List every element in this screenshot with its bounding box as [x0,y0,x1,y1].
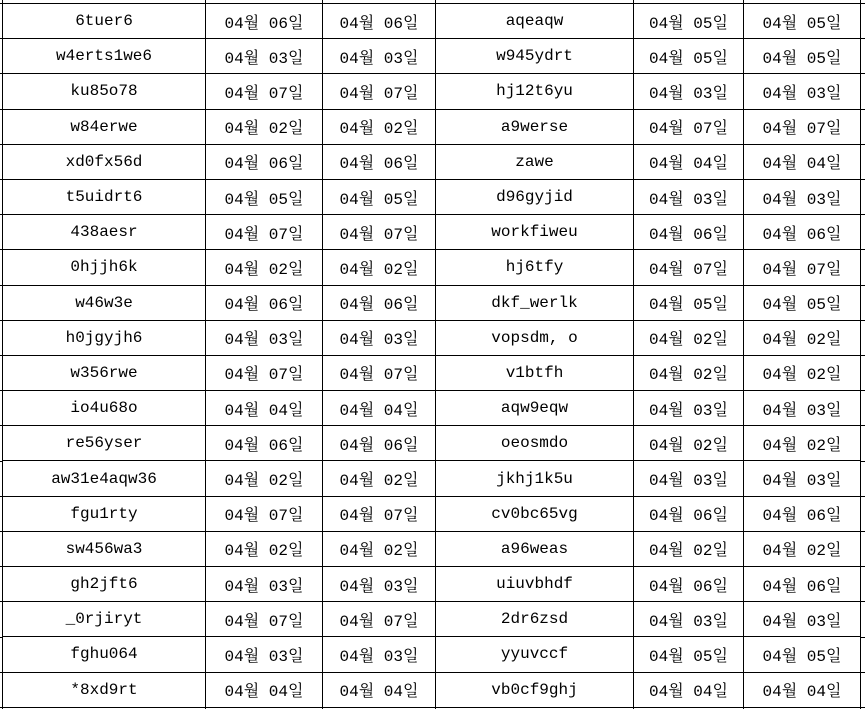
cell-date-b2[interactable]: 04월 03일 [744,602,861,637]
cell-name-b[interactable]: d96gyjid [436,179,634,214]
cell-date-b2[interactable]: 04월 06일 [744,496,861,531]
cell-date-b1[interactable]: 04월 02일 [634,531,744,566]
cell-name-b[interactable]: uiuvbhdf [436,567,634,602]
cell-date-a1[interactable]: 04월 03일 [206,637,323,672]
grid-line-stub [860,390,865,391]
data-table [2,3,861,708]
cell-date-b2[interactable]: 04월 03일 [744,74,861,109]
grid-line-stub [860,566,865,567]
table-row [3,320,861,355]
grid-line-stub [0,566,2,567]
cell-name-a[interactable]: re56yser [3,426,206,461]
table-row [3,179,861,214]
cell-date-b1[interactable]: 04월 03일 [634,461,744,496]
cell-name-b[interactable]: hj6tfy [436,250,634,285]
cell-name-a[interactable]: gh2jft6 [3,567,206,602]
cell-name-b[interactable]: vb0cf9ghj [436,672,634,707]
cell-date-a2[interactable]: 04월 03일 [323,567,436,602]
cell-name-b[interactable]: yyuvccf [436,637,634,672]
cell-date-a1[interactable]: 04월 03일 [206,320,323,355]
cell-name-a[interactable]: w4erts1we6 [3,39,206,74]
cell-date-b2[interactable]: 04월 06일 [744,567,861,602]
cell-date-b1[interactable]: 04월 05일 [634,637,744,672]
cell-date-a1[interactable]: 04월 02일 [206,250,323,285]
cell-name-b[interactable]: oeosmdo [436,426,634,461]
cell-date-b1[interactable]: 04월 05일 [634,285,744,320]
cell-date-a2[interactable]: 04월 03일 [323,637,436,672]
cell-date-a1[interactable]: 04월 07일 [206,355,323,390]
grid-line-stub [633,0,634,3]
cell-date-b2[interactable]: 04월 05일 [744,285,861,320]
cell-date-a2[interactable]: 04월 05일 [323,179,436,214]
cell-name-a[interactable]: aw31e4aqw36 [3,461,206,496]
cell-date-a2[interactable]: 04월 07일 [323,355,436,390]
grid-line-stub [860,496,865,497]
grid-line-stub [435,0,436,3]
cell-name-b[interactable]: hj12t6yu [436,74,634,109]
cell-date-b2[interactable]: 04월 02일 [744,426,861,461]
grid-line-stub [0,109,2,110]
cell-name-a[interactable]: io4u68o [3,391,206,426]
cell-date-b2[interactable]: 04월 03일 [744,391,861,426]
cell-date-b2[interactable]: 04월 03일 [744,461,861,496]
table-body [3,4,861,708]
cell-date-b2[interactable]: 04월 04일 [744,144,861,179]
cell-date-a2[interactable]: 04월 02일 [323,109,436,144]
cell-date-b1[interactable]: 04월 05일 [634,39,744,74]
cell-date-a2[interactable]: 04월 03일 [323,39,436,74]
cell-date-b2[interactable]: 04월 02일 [744,531,861,566]
cell-date-b1[interactable]: 04월 05일 [634,4,744,39]
spreadsheet-grid [2,3,861,708]
cell-name-a[interactable]: w356rwe [3,355,206,390]
cell-date-b1[interactable]: 04월 03일 [634,602,744,637]
grid-line-stub [860,320,865,321]
cell-date-a1[interactable]: 04월 07일 [206,496,323,531]
cell-date-b1[interactable]: 04월 03일 [634,179,744,214]
cell-date-b2[interactable]: 04월 06일 [744,215,861,250]
cell-date-a1[interactable]: 04월 06일 [206,4,323,39]
grid-line-stub [0,179,2,180]
cell-date-b1[interactable]: 04월 07일 [634,109,744,144]
cell-name-b[interactable]: dkf_werlk [436,285,634,320]
grid-line-stub [0,707,2,708]
cell-date-b1[interactable]: 04월 06일 [634,496,744,531]
cell-date-a1[interactable]: 04월 07일 [206,602,323,637]
table-row [3,531,861,566]
cell-name-a[interactable]: 0hjjh6k [3,250,206,285]
cell-name-b[interactable]: 2dr6zsd [436,602,634,637]
cell-name-a[interactable]: w84erwe [3,109,206,144]
grid-line-stub [860,672,865,673]
grid-line-stub [0,73,2,74]
table-row [3,567,861,602]
cell-date-b1[interactable]: 04월 06일 [634,567,744,602]
cell-date-a1[interactable]: 04월 04일 [206,672,323,707]
grid-line-stub [0,249,2,250]
cell-name-a[interactable]: *8xd9rt [3,672,206,707]
cell-date-a2[interactable]: 04월 07일 [323,74,436,109]
cell-date-a1[interactable]: 04월 02일 [206,461,323,496]
cell-date-a1[interactable]: 04월 03일 [206,567,323,602]
grid-line-stub [0,531,2,532]
grid-line-stub [860,601,865,602]
table-row [3,426,861,461]
cell-date-a1[interactable]: 04월 02일 [206,531,323,566]
cell-date-a1[interactable]: 04월 06일 [206,144,323,179]
table-row [3,74,861,109]
grid-line-stub [860,531,865,532]
grid-line-stub [860,637,865,638]
table-row [3,39,861,74]
cell-date-b1[interactable]: 04월 03일 [634,74,744,109]
grid-line-stub [0,425,2,426]
grid-line-stub [860,249,865,250]
table-row [3,109,861,144]
cell-name-a[interactable]: fgu1rty [3,496,206,531]
table-row [3,391,861,426]
grid-line-stub [0,38,2,39]
table-row [3,144,861,179]
cell-name-b[interactable]: workfiweu [436,215,634,250]
cell-name-b[interactable]: vopsdm, o [436,320,634,355]
grid-line-stub [0,285,2,286]
cell-date-a2[interactable]: 04월 06일 [323,426,436,461]
cell-date-a2[interactable]: 04월 02일 [323,531,436,566]
table-row [3,215,861,250]
cell-date-b1[interactable]: 04월 06일 [634,215,744,250]
cell-date-b2[interactable]: 04월 05일 [744,39,861,74]
grid-line-stub [205,0,206,3]
cell-name-b[interactable]: aqw9eqw [436,391,634,426]
cell-date-a2[interactable]: 04월 06일 [323,144,436,179]
cell-date-a1[interactable]: 04월 06일 [206,426,323,461]
cell-name-a[interactable]: ku85o78 [3,74,206,109]
grid-line-stub [0,3,2,4]
grid-line-stub [0,144,2,145]
table-row [3,602,861,637]
grid-line-stub [860,109,865,110]
table-row [3,250,861,285]
cell-name-b[interactable]: cv0bc65vg [436,496,634,531]
cell-date-a2[interactable]: 04월 07일 [323,602,436,637]
cell-date-b1[interactable]: 04월 07일 [634,250,744,285]
cell-name-a[interactable]: _0rjiryt [3,602,206,637]
grid-line-stub [0,355,2,356]
cell-date-a1[interactable]: 04월 05일 [206,179,323,214]
grid-line-stub [860,179,865,180]
cell-date-b1[interactable]: 04월 02일 [634,320,744,355]
cell-name-a[interactable]: sw456wa3 [3,531,206,566]
cell-date-a2[interactable]: 04월 04일 [323,391,436,426]
cell-date-a1[interactable]: 04월 03일 [206,39,323,74]
table-row [3,355,861,390]
cell-date-a2[interactable]: 04월 03일 [323,320,436,355]
grid-line-stub [0,461,2,462]
cell-date-b2[interactable]: 04월 03일 [744,179,861,214]
table-row [3,4,861,39]
cell-date-a1[interactable]: 04월 04일 [206,391,323,426]
cell-date-b1[interactable]: 04월 04일 [634,144,744,179]
table-row [3,461,861,496]
cell-name-a[interactable]: 438aesr [3,215,206,250]
cell-name-a[interactable]: fghu064 [3,637,206,672]
grid-line-stub [0,496,2,497]
cell-date-b2[interactable]: 04월 02일 [744,320,861,355]
cell-date-b1[interactable]: 04월 03일 [634,391,744,426]
cell-date-b1[interactable]: 04월 02일 [634,355,744,390]
cell-name-a[interactable]: 6tuer6 [3,4,206,39]
grid-line-stub [743,0,744,3]
cell-date-b2[interactable]: 04월 07일 [744,109,861,144]
grid-line-stub [860,38,865,39]
grid-line-stub [860,461,865,462]
cell-name-b[interactable]: jkhj1k5u [436,461,634,496]
cell-name-a[interactable]: h0jgyjh6 [3,320,206,355]
cell-name-b[interactable]: zawe [436,144,634,179]
cell-date-a2[interactable]: 04월 07일 [323,496,436,531]
grid-line-stub [860,144,865,145]
cell-date-b1[interactable]: 04월 04일 [634,672,744,707]
cell-date-a1[interactable]: 04월 02일 [206,109,323,144]
grid-line-stub [860,707,865,708]
grid-line-stub [860,3,865,4]
cell-date-a1[interactable]: 04월 06일 [206,285,323,320]
cell-date-b2[interactable]: 04월 02일 [744,355,861,390]
cell-name-a[interactable]: w46w3e [3,285,206,320]
cell-date-b2[interactable]: 04월 07일 [744,250,861,285]
cell-date-a2[interactable]: 04월 04일 [323,672,436,707]
grid-line-stub [860,285,865,286]
grid-line-stub [322,0,323,3]
cell-date-a2[interactable]: 04월 06일 [323,285,436,320]
cell-name-a[interactable]: t5uidrt6 [3,179,206,214]
cell-date-a2[interactable]: 04월 06일 [323,4,436,39]
cell-date-a2[interactable]: 04월 02일 [323,461,436,496]
cell-name-b[interactable]: a96weas [436,531,634,566]
grid-line-stub [860,73,865,74]
table-row [3,637,861,672]
table-row [3,496,861,531]
table-row [3,285,861,320]
grid-line-stub [860,425,865,426]
cell-name-b[interactable]: a9werse [436,109,634,144]
grid-line-stub [0,637,2,638]
cell-name-b[interactable]: v1btfh [436,355,634,390]
grid-line-stub [0,320,2,321]
grid-line-stub [0,214,2,215]
cell-date-a2[interactable]: 04월 02일 [323,250,436,285]
grid-line-stub [0,390,2,391]
grid-line-stub [0,672,2,673]
cell-date-a1[interactable]: 04월 07일 [206,215,323,250]
grid-line-stub [2,0,3,3]
grid-line-stub [0,601,2,602]
table-row [3,672,861,707]
cell-date-a2[interactable]: 04월 07일 [323,215,436,250]
cell-name-b[interactable]: aqeaqw [436,4,634,39]
cell-date-b1[interactable]: 04월 02일 [634,426,744,461]
cell-date-b2[interactable]: 04월 05일 [744,637,861,672]
cell-name-b[interactable]: w945ydrt [436,39,634,74]
cell-name-a[interactable]: xd0fx56d [3,144,206,179]
cell-date-b2[interactable]: 04월 05일 [744,4,861,39]
grid-line-stub [860,355,865,356]
cell-date-b2[interactable]: 04월 04일 [744,672,861,707]
grid-line-stub [860,214,865,215]
cell-date-a1[interactable]: 04월 07일 [206,74,323,109]
